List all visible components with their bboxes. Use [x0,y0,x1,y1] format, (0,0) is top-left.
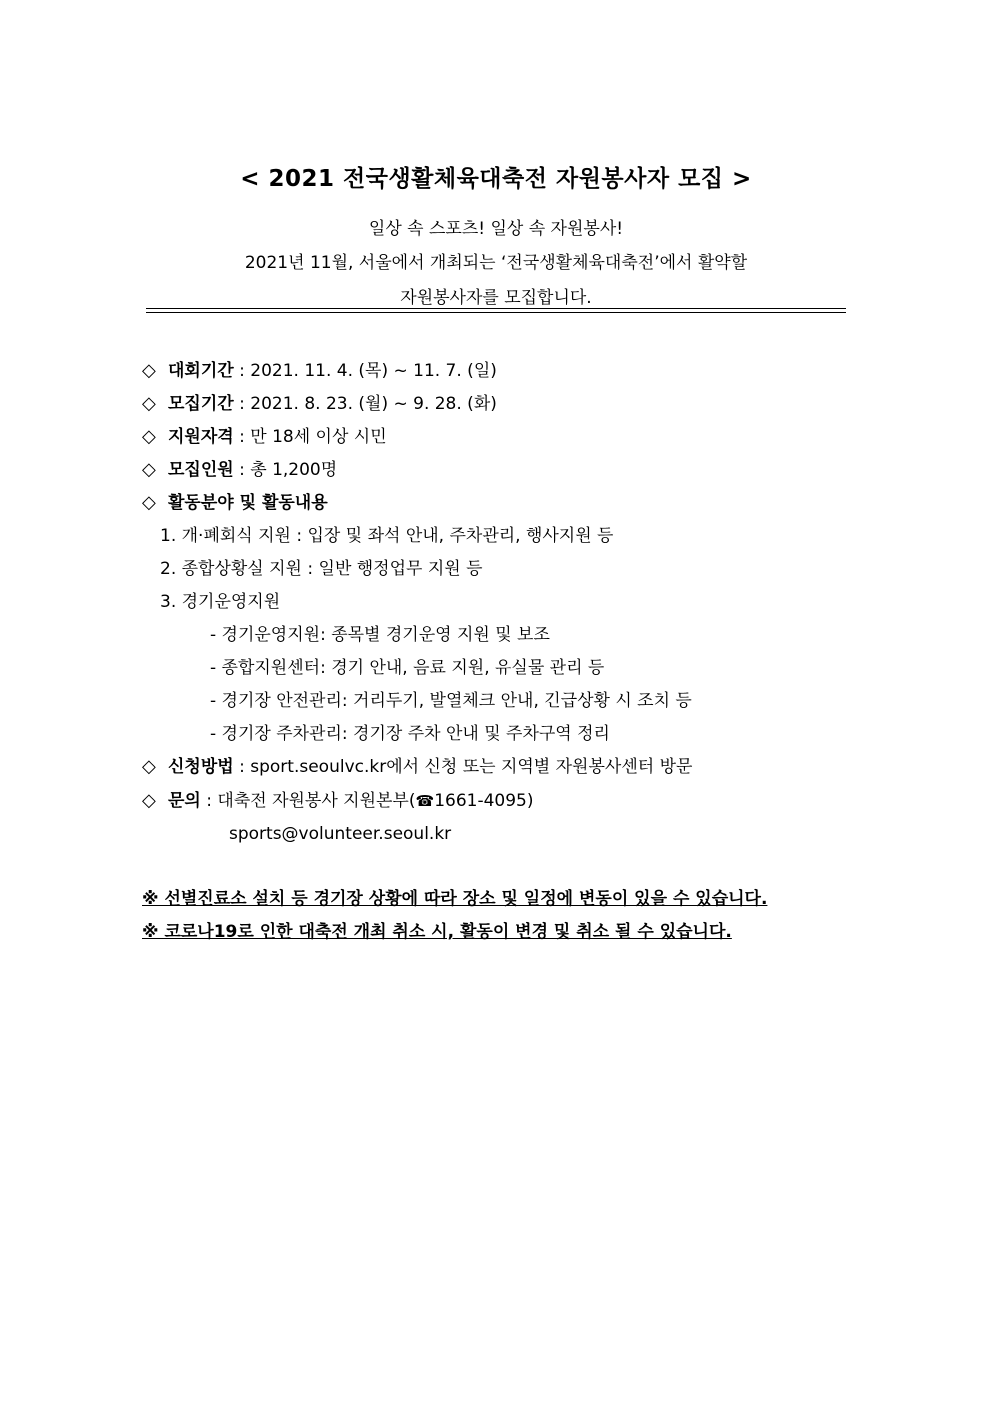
item-value: 2021. 8. 23. (월) ~ 9. 28. (화) [250,394,497,414]
sub-activity-item: - 경기장 주차관리: 경기장 주차 안내 및 주차구역 정리 [210,724,610,744]
item-apply-method: ◇ 신청방법 : sport.seoulvc.kr에서 신청 또는 지역별 자원봉사센터 방문 [142,756,693,777]
item-label: 대회기간 [168,361,234,381]
item-label: 활동분야 및 활동내용 [168,493,328,513]
notice-covid-cancel: ※ 코로나19로 인한 대축전 개최 취소 시, 활동이 변경 및 취소 될 수 있습니다. [142,922,732,942]
diamond-bullet-icon: ◇ [142,360,156,381]
diamond-bullet-icon: ◇ [142,756,156,777]
item-eligibility: ◇ 지원자격 : 만 18세 이상 시민 [142,426,387,447]
intro-line-2: 2021년 11월, 서울에서 개최되는 ‘전국생활체육대축전’에서 활약할 [244,253,748,273]
intro-line-1: 일상 속 스포츠! 일상 속 자원봉사! [368,219,624,239]
item-label: 지원자격 [168,427,234,447]
activity-item-2: 2. 종합상황실 지원 : 일반 행정업무 지원 등 [160,559,483,579]
notice-venue-change: ※ 선별진료소 설치 등 경기장 상황에 따라 장소 및 일정에 변동이 있을 수 있습니다. [142,889,768,909]
phone-icon: ☎ [415,792,435,810]
contact-office: 대축전 자원봉사 지원본부( [217,791,416,811]
activity-item-1: 1. 개·폐회식 지원 : 입장 및 좌석 안내, 주차관리, 행사지원 등 [160,526,614,546]
item-value: 만 18세 이상 시민 [250,427,387,447]
intro-line-3: 자원봉사자를 모집합니다. [400,288,592,308]
diamond-bullet-icon: ◇ [142,790,156,811]
item-label: 문의 [168,791,201,811]
contact-email: sports@volunteer.seoul.kr [229,824,452,844]
item-label: 모집기간 [168,394,234,414]
item-value: 총 1,200명 [250,460,338,480]
item-value: sport.seoulvc.kr에서 신청 또는 지역별 자원봉사센터 방문 [250,757,693,777]
item-contact: ◇ 문의 : 대축전 자원봉사 지원본부(☎1661-4095) [142,790,534,811]
item-activity-fields [142,491,328,515]
sub-activity-item: - 경기장 안전관리: 거리두기, 발열체크 안내, 긴급상황 시 조치 등 [210,691,692,711]
item-recruit-period: ◇ 모집기간 : 2021. 8. 23. (월) ~ 9. 28. (화) [142,393,497,414]
activity-item-3: 3. 경기운영지원 [160,592,281,612]
sub-activity-item: - 경기운영지원: 종목별 경기운영 지원 및 보조 [210,625,550,645]
contact-phone: 1661-4095) [434,791,534,811]
double-rule-bottom [146,312,846,313]
diamond-bullet-icon: ◇ [142,492,156,513]
item-value: 2021. 11. 4. (목) ~ 11. 7. (일) [250,361,497,381]
diamond-bullet-icon: ◇ [142,459,156,480]
diamond-bullet-icon: ◇ [142,426,156,447]
item-event-period: ◇ 대회기간 : 2021. 11. 4. (목) ~ 11. 7. (일) [142,360,497,381]
document-title: < 2021 전국생활체육대축전 자원봉사자 모집 > [240,166,752,192]
item-label: 신청방법 [168,757,234,777]
double-rule-top [146,308,846,309]
sub-activity-item: - 종합지원센터: 경기 안내, 음료 지원, 유실물 관리 등 [210,658,605,678]
item-label: 모집인원 [168,460,234,480]
diamond-bullet-icon: ◇ [142,393,156,414]
item-headcount: ◇ 모집인원 : 총 1,200명 [142,459,338,480]
